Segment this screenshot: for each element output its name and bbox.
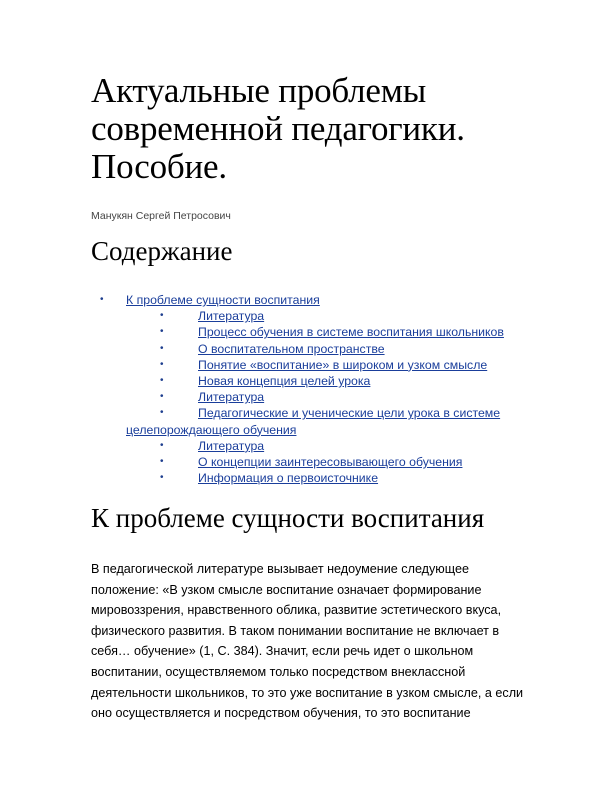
bullet-icon: • (160, 472, 164, 484)
toc-item (100, 308, 530, 324)
toc-link[interactable]: Новая концепция целей урока (198, 374, 371, 389)
toc-item (100, 389, 530, 405)
toc-link[interactable]: Литература (198, 390, 265, 405)
section-heading: К проблеме сущности воспитания (91, 503, 485, 533)
body-paragraph: В педагогической литературе вызывает недоумение следующее положение: «В узком смысле воспитание означает формирование мировоззрения, нравственного облика, развитие эстетического вкуса, физического развития. В таком понимании воспитание не включает в себя… обучение» (1, С. 384). Значит, если речь идет о школьном воспитании, осуществляемом только посредством внеклассной деятельности школьников, то это уже воспитание в узком смысле, а если оно осуществляется и посредством обучения, то это воспитание (91, 562, 524, 721)
toc-item (100, 341, 530, 357)
toc-link[interactable]: Информация о первоисточнике (198, 471, 379, 486)
toc-item (100, 357, 530, 373)
toc-item (100, 438, 530, 454)
toc-heading: Содержание (91, 236, 233, 266)
document-title: Актуальные проблемы современной педагогики. Пособие. (91, 71, 465, 186)
toc-item (100, 470, 530, 486)
bullet-icon: • (160, 310, 164, 322)
bullet-icon: • (160, 391, 164, 403)
toc-link[interactable]: К проблеме сущности воспитания (126, 293, 320, 307)
toc-link[interactable]: О воспитательном пространстве (198, 341, 385, 356)
toc-item (100, 324, 530, 340)
toc-item (100, 454, 530, 470)
toc-link[interactable]: Литература (198, 309, 265, 324)
bullet-icon: • (160, 375, 164, 387)
toc-link[interactable]: Процесс обучения в системе воспитания школьников (198, 325, 504, 340)
table-of-contents (100, 292, 530, 486)
toc-link[interactable]: О концепции заинтересовывающего обучения (198, 455, 463, 470)
toc-item (100, 292, 530, 308)
toc-item (100, 405, 530, 437)
author-name: Манукян Сергей Петросович (91, 210, 231, 222)
bullet-icon: • (160, 456, 164, 468)
toc-link[interactable]: Понятие «воспитание» в широком и узком смысле (198, 357, 488, 372)
toc-link[interactable]: Литература (198, 438, 265, 453)
bullet-icon: • (160, 407, 164, 419)
toc-item (100, 373, 530, 389)
bullet-icon: • (100, 294, 104, 305)
bullet-icon: • (160, 342, 164, 354)
bullet-icon: • (160, 358, 164, 370)
toc-link[interactable]: Педагогические и ученические цели урока в системе целепорождающего обучения (126, 406, 501, 437)
bullet-icon: • (160, 326, 164, 338)
bullet-icon: • (160, 439, 164, 451)
